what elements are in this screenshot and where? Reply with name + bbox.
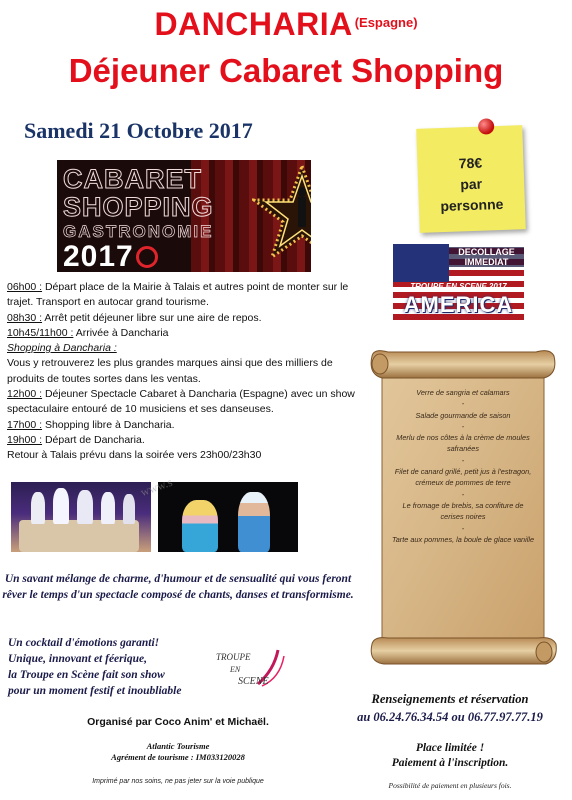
troupe-en-scene-logo [214, 640, 290, 690]
dancer-figure [53, 488, 69, 524]
schedule-item [7, 280, 359, 311]
price-sticky-note [416, 125, 526, 233]
schedule-desc: Arrivée à Dancharia [73, 326, 169, 339]
contact-block [330, 692, 570, 790]
price-line-par: par [459, 175, 483, 193]
booking-notice [330, 741, 570, 771]
schedule-desc: Déjeuner Spectacle Cabaret à Dancharia (Espagne) avec un show spectaculaire entouré de 10 musiciens et ses danseuses. [7, 388, 355, 416]
page-subtitle: Déjeuner Cabaret Shopping [68, 52, 504, 89]
schedule-item [7, 311, 359, 326]
schedule-item [7, 433, 359, 448]
menu-item: Verre de sangria et calamars [416, 388, 510, 397]
agency-info [0, 741, 356, 763]
menu-item: Salade gourmande de saison [415, 410, 511, 420]
tagline-line: Unique, innovant et féerique, [8, 653, 147, 665]
contact-phones: au 06.24.76.34.54 ou 06.77.97.77.19 [357, 710, 543, 724]
menu-item: Le fromage de brebis, sa confiture de cerises noires [402, 500, 524, 522]
schedule-desc: Départ de Dancharia. [42, 433, 145, 446]
installments-info: Possibilité de paiement en plusieurs fois. [388, 781, 512, 790]
poster-line-cabaret: CABARET [63, 164, 202, 194]
dancer-figure [101, 492, 115, 524]
flag-canton [393, 244, 449, 282]
dancer-figure [123, 494, 135, 524]
dancer-figure [77, 490, 93, 524]
show-description: Un savant mélange de charme, d'humour et de sensualité qui vous feront rêver le temps d'un spectacle composé de chants, danses et transformisme. [2, 573, 354, 601]
payment-info: Paiement à l'inscription. [391, 757, 509, 769]
cabaret-poster-image [57, 160, 311, 272]
schedule-item [7, 326, 359, 341]
return-info: Retour à Talais prévu dans la soirée vers 23h00/23h30 [7, 449, 262, 462]
tagline-line: la Troupe en Scène fait son show [8, 669, 165, 681]
print-notice: Imprimé par nos soins, ne pas jeter sur la voie publique [92, 778, 264, 785]
america-show-badge [393, 244, 524, 320]
shopping-text: Vous y retrouverez les plus grandes marques ainsi que des milliers de produits de toutes sortes dans les ventas. [7, 357, 333, 385]
title-text: DANCHARIA [154, 6, 353, 42]
contact-title: Renseignements et réservation [371, 692, 529, 706]
program-schedule [7, 280, 359, 464]
schedule-time: 10h45/11h00 : [7, 326, 74, 339]
schedule-item [7, 418, 359, 433]
menu-separator: - [461, 489, 465, 499]
menu-item: Tarte aux pommes, la boule de glace vanille [391, 534, 535, 544]
badge-line3: TROUPE EN SCENE 2017 [410, 282, 507, 291]
limited-places: Place limitée ! [415, 742, 485, 754]
agency-license: Agrément de tourisme : IM033120028 [111, 752, 245, 762]
badge-america: AMERICA [403, 292, 514, 317]
schedule-time: 17h00 : [7, 418, 43, 431]
poster-line-gastronomie: GASTRONOMIE [63, 222, 214, 241]
price-text [417, 151, 525, 218]
logo-troupe: TROUPE [216, 652, 251, 662]
menu-separator: - [461, 455, 465, 465]
ring-icon [136, 246, 158, 268]
menu-separator: - [461, 421, 465, 431]
stage-photo-dancers [11, 482, 151, 552]
logo-scene: SCENE [238, 676, 269, 687]
agency-name: Atlantic Tourisme [146, 741, 210, 751]
schedule-item [7, 387, 359, 418]
performer-figure [238, 492, 270, 552]
poster-line-shopping: SHOPPING [63, 192, 214, 222]
organiser-text: Organisé par Coco Anim' et Michaël. [87, 716, 269, 728]
logo-en: EN [230, 665, 241, 674]
dancer-figure [31, 492, 45, 524]
event-date: Samedi 21 Octobre 2017 [24, 118, 253, 143]
poster-year-text: 2017 [63, 240, 134, 272]
badge-line2: IMMEDIAT [464, 257, 509, 267]
watermark-text: www.s [138, 474, 175, 500]
poster-line-year [63, 240, 158, 272]
title-suffix: (Espagne) [354, 15, 418, 30]
menu-separator: - [461, 523, 465, 533]
schedule-time: 19h00 : [7, 433, 43, 446]
price-value: 78€ [458, 154, 483, 172]
schedule-desc: Shopping libre à Dancharia. [42, 418, 175, 431]
star-icon [252, 162, 311, 262]
performer-figure [182, 500, 218, 552]
tagline-line: Un cocktail d'émotions garanti! [8, 637, 160, 649]
tagline-line: pour un moment festif et inoubliable [8, 685, 182, 697]
shopping-heading: Shopping à Dancharia : [7, 342, 117, 355]
schedule-desc: Départ place de la Mairie à Talais et autres point de monter sur le trajet. Transport en autocar grand tourisme. [7, 281, 349, 309]
schedule-time: 12h00 : [7, 388, 43, 401]
page-title [0, 6, 572, 43]
push-pin-icon [478, 118, 495, 135]
show-tagline [8, 635, 208, 699]
schedule-desc: Arrêt petit déjeuner libre sur une aire de repos. [42, 311, 262, 324]
menu-item: Filet de canard grillé, petit jus à l'estragon, crémeux de pommes de terre [394, 467, 532, 488]
stage-floor [19, 520, 139, 552]
menu-list [391, 387, 535, 545]
performers-photo [158, 482, 298, 552]
badge-line1: DECOLLAGE [458, 247, 515, 257]
badge-decollage [449, 247, 524, 267]
menu-separator: - [461, 399, 465, 409]
schedule-time: 08h30 : [7, 311, 43, 324]
price-line-personne: personne [440, 195, 504, 215]
schedule-time: 06h00 : [7, 281, 43, 293]
menu-item: Merlu de nos côtes à la crème de moules safranées [396, 433, 530, 454]
